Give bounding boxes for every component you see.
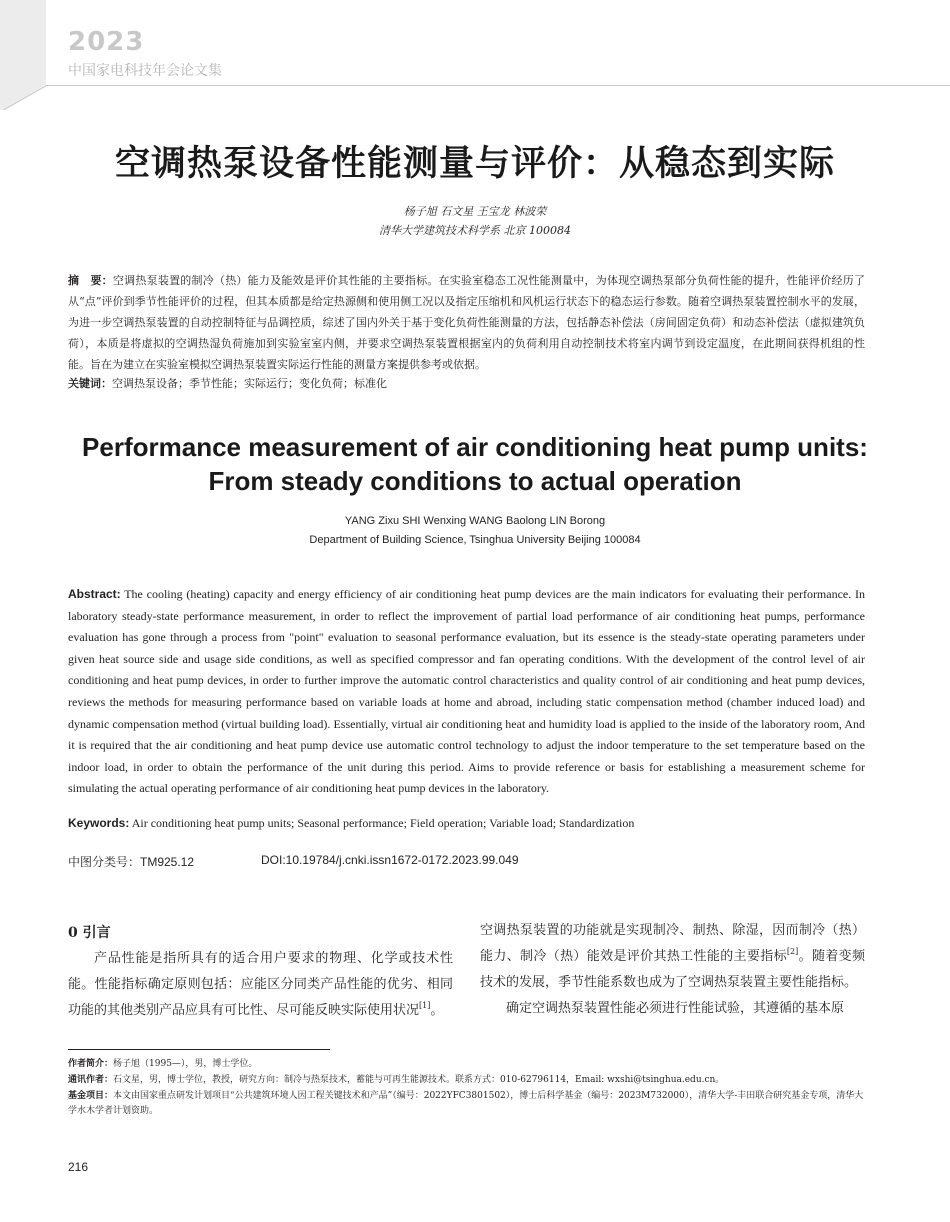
affiliation-english: Department of Building Science, Tsinghua University Beijing 100084 [309,534,641,546]
citation-ref[interactable]: [2] [786,947,799,956]
footnote-corresponding: 通讯作者：石文星，男，博士学位，教授，研究方向：制冷与热泵技术，蓄能与可再生能源技术。联系方式：010-62796114，Email: wxshi@tsinghua.edu.cn。 [68,1075,725,1085]
page-number: 216 [68,1160,89,1174]
body-column-right [480,918,865,1022]
keywords-chinese [68,375,865,393]
section-heading: 0 引言 [68,925,111,941]
affiliation-chinese: 清华大学建筑技术科学系 北京 100084 [379,224,571,237]
abstract-chinese-text: 空调热泵装置的制冷（热）能力及能效是评价其性能的主要指标。在实验室稳态工况性能测量中，为体现空调热泵部分负荷性能的提升，性能评价经历了从“点”评价到季节性能评价的过程，但其本质都是给定热源侧和使用侧工况以及指定压缩机和风机运行状态下的稳态运行参数。随着空调热泵装置控制水平的发展，为进一步空调热泵装置的自动控制特征与品调控质，综述了国内外关于基于变化负荷性能测量的方法，包括静态补偿法（房间固定负荷）和动态补偿法（虚拟建筑负荷），本质是将虚拟的空调热湿负荷施加到实验室室内侧，并要求空调热泵装置根据室内的负荷利用自动控制技术将室内调节到设定温度，在此期间获得机组的性能。旨在为建立在实验室模拟空调热泵装置实际运行性能的测量方案提供参考或依据。 [68,274,866,371]
keywords-chinese-text: 空调热泵设备；季节性能；实际运行；变化负荷；标准化 [112,377,387,390]
header-rule [46,85,950,86]
abstract-english-text: The cooling (heating) capacity and energy efficiency of air conditioning heat pump devices are the main indicators for evaluating their performance. In laboratory steady-state performance measurement, in order to reflect the improvement of partial load performance of air conditioning heat pumps, performance evaluation has gone through a process from "point" evaluation to seasonal performance evaluation, but its essence is the steady-state operating parameters under given heat source side and usage side conditions, as well as specified compressor and fan operating conditions. With the development of the control level of air conditioning and heat pump devices, in order to further improve the automatic control characteristics and quality control of air conditioning and heat pump devices, reviews the methods for measuring performance based on variable loads at home and abroad, including static compensation method (chamber induced load) and dynamic compensation method (virtual building load). Essentially, virtual air conditioning heat and humidity load is applied to the inside of the laboratory room, And it is required that the air conditioning and heat pump device use automatic control technology to adjust the indoor temperature to the set temperature based on the indoor load, in order to obtain the performance of the unit during this period. Aims to provide reference or basis for establishing a measurement scheme for simulating the actual operating performance of air conditioning heat pump devices in the laboratory. [68,587,865,796]
title-english: Performance measurement of air conditioning heat pump units: From steady conditions to actual operation [82,432,868,496]
body-paragraph: 空调热泵装置的功能就是实现制冷、制热、除湿，因而制冷（热）能力、制冷（热）能效是评价其热工性能的主要指标[2]。随着变频技术的发展，季节性能系数也成为了空调热泵装置主要性能指标。 [480,923,865,990]
keywords-english-text: Air conditioning heat pump units; Seasonal performance; Field operation; Variable load; Standardization [131,816,635,830]
classification-code: 中图分类号：TM925.12 [68,855,195,869]
doi-link[interactable]: DOI:10.19784/j.cnki.issn1672-0172.2023.99.049 [261,853,519,867]
header-collection-name: 中国家电科技年会论文集 [68,63,222,79]
footnote-rule [68,1049,330,1050]
abstract-english-label: Abstract: [68,587,121,601]
keywords-english [68,814,865,832]
header-year: 2023 [68,27,145,57]
keywords-english-label: Keywords: [68,816,130,830]
abstract-chinese [68,270,865,375]
body-column-left [68,920,453,1024]
title-chinese: 空调热泵设备性能测量与评价：从稳态到实际 [114,144,835,184]
body-paragraph: 产品性能是指所具有的适合用户要求的物理、化学或技术性能。性能指标确定原则包括：应能区分同类产品性能的优劣、相同功能的其他类别产品应具有可比性、尽可能反映实际使用状况[1]。 [68,951,453,1018]
authors-chinese: 杨子旭 石文星 王宝龙 林波荣 [403,205,547,218]
footnote-funding: 基金项目：本文由国家重点研发计划项目“公共建筑环境人因工程关键技术和产品”（编号：2022YFC3801502），博士后科学基金（编号：2023M732000），清华大学-丰田联合研究基金专项，清华大学水木学者计划资助。 [68,1091,864,1116]
abstract-english [68,584,865,800]
authors-english: YANG Zixu SHI Wenxing WANG Baolong LIN Borong [344,515,606,527]
body-paragraph: 确定空调热泵装置性能必须进行性能试验，其遵循的基本原 [506,1001,845,1016]
abstract-chinese-label: 摘 要： [68,274,113,287]
citation-ref[interactable]: [1] [419,1001,431,1010]
keywords-chinese-label: 关键词： [68,377,112,390]
footnote-author: 作者简介：杨子旭（1995—），男，博士学位。 [68,1059,258,1069]
